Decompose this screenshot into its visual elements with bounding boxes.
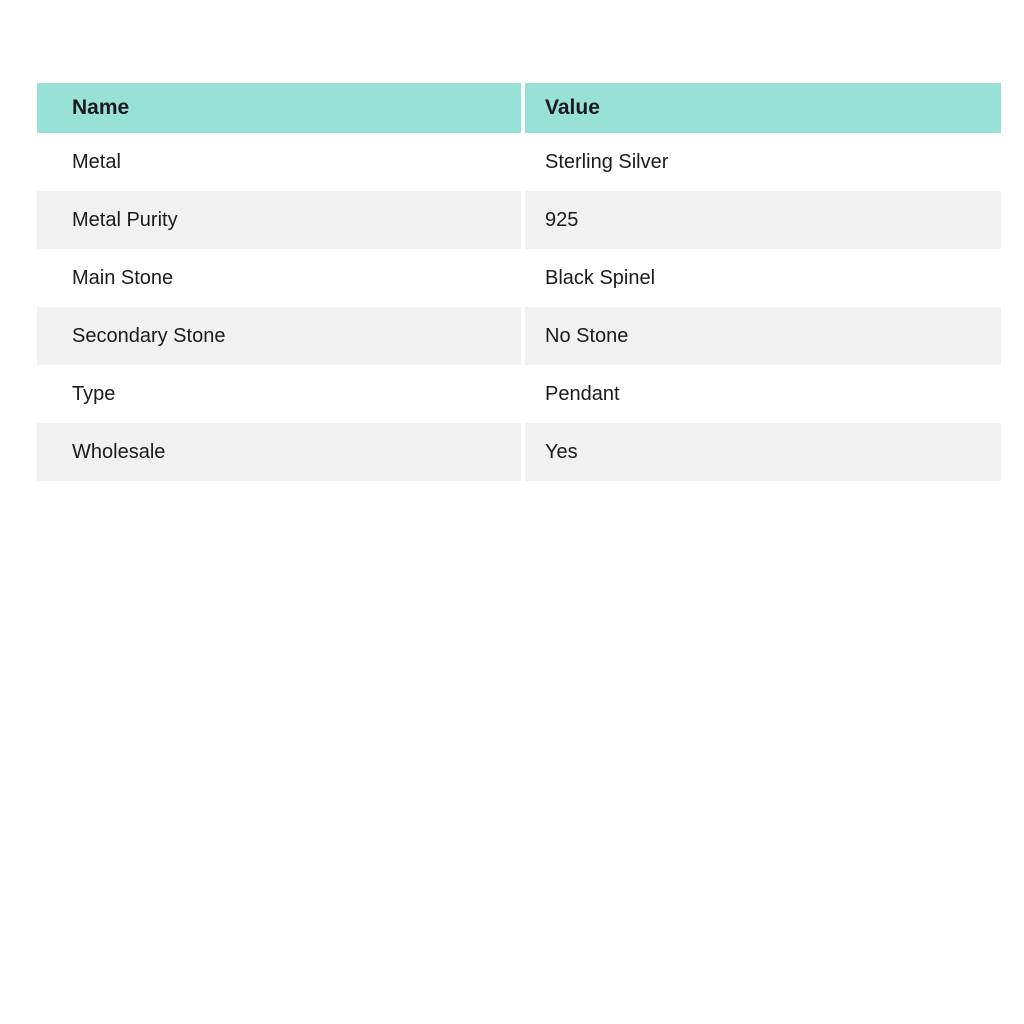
header-cell-name: Name xyxy=(37,83,521,133)
spec-value-cell: 925 xyxy=(525,191,1001,249)
spec-name-cell: Secondary Stone xyxy=(37,307,521,365)
product-spec-table xyxy=(37,83,1001,481)
spec-name-cell: Main Stone xyxy=(37,249,521,307)
spec-value-cell: Sterling Silver xyxy=(525,133,1001,191)
spec-row xyxy=(37,307,1001,365)
spec-value-cell: No Stone xyxy=(525,307,1001,365)
spec-value-cell: Pendant xyxy=(525,365,1001,423)
spec-name-cell: Wholesale xyxy=(37,423,521,481)
spec-row xyxy=(37,365,1001,423)
spec-table-header-row xyxy=(37,83,1001,133)
spec-value-cell: Yes xyxy=(525,423,1001,481)
spec-name-cell: Type xyxy=(37,365,521,423)
spec-name-cell: Metal Purity xyxy=(37,191,521,249)
spec-name-cell: Metal xyxy=(37,133,521,191)
spec-value-cell: Black Spinel xyxy=(525,249,1001,307)
spec-table-body xyxy=(37,133,1001,481)
spec-row xyxy=(37,191,1001,249)
spec-row xyxy=(37,423,1001,481)
spec-row xyxy=(37,133,1001,191)
header-cell-value: Value xyxy=(525,83,1001,133)
spec-row xyxy=(37,249,1001,307)
